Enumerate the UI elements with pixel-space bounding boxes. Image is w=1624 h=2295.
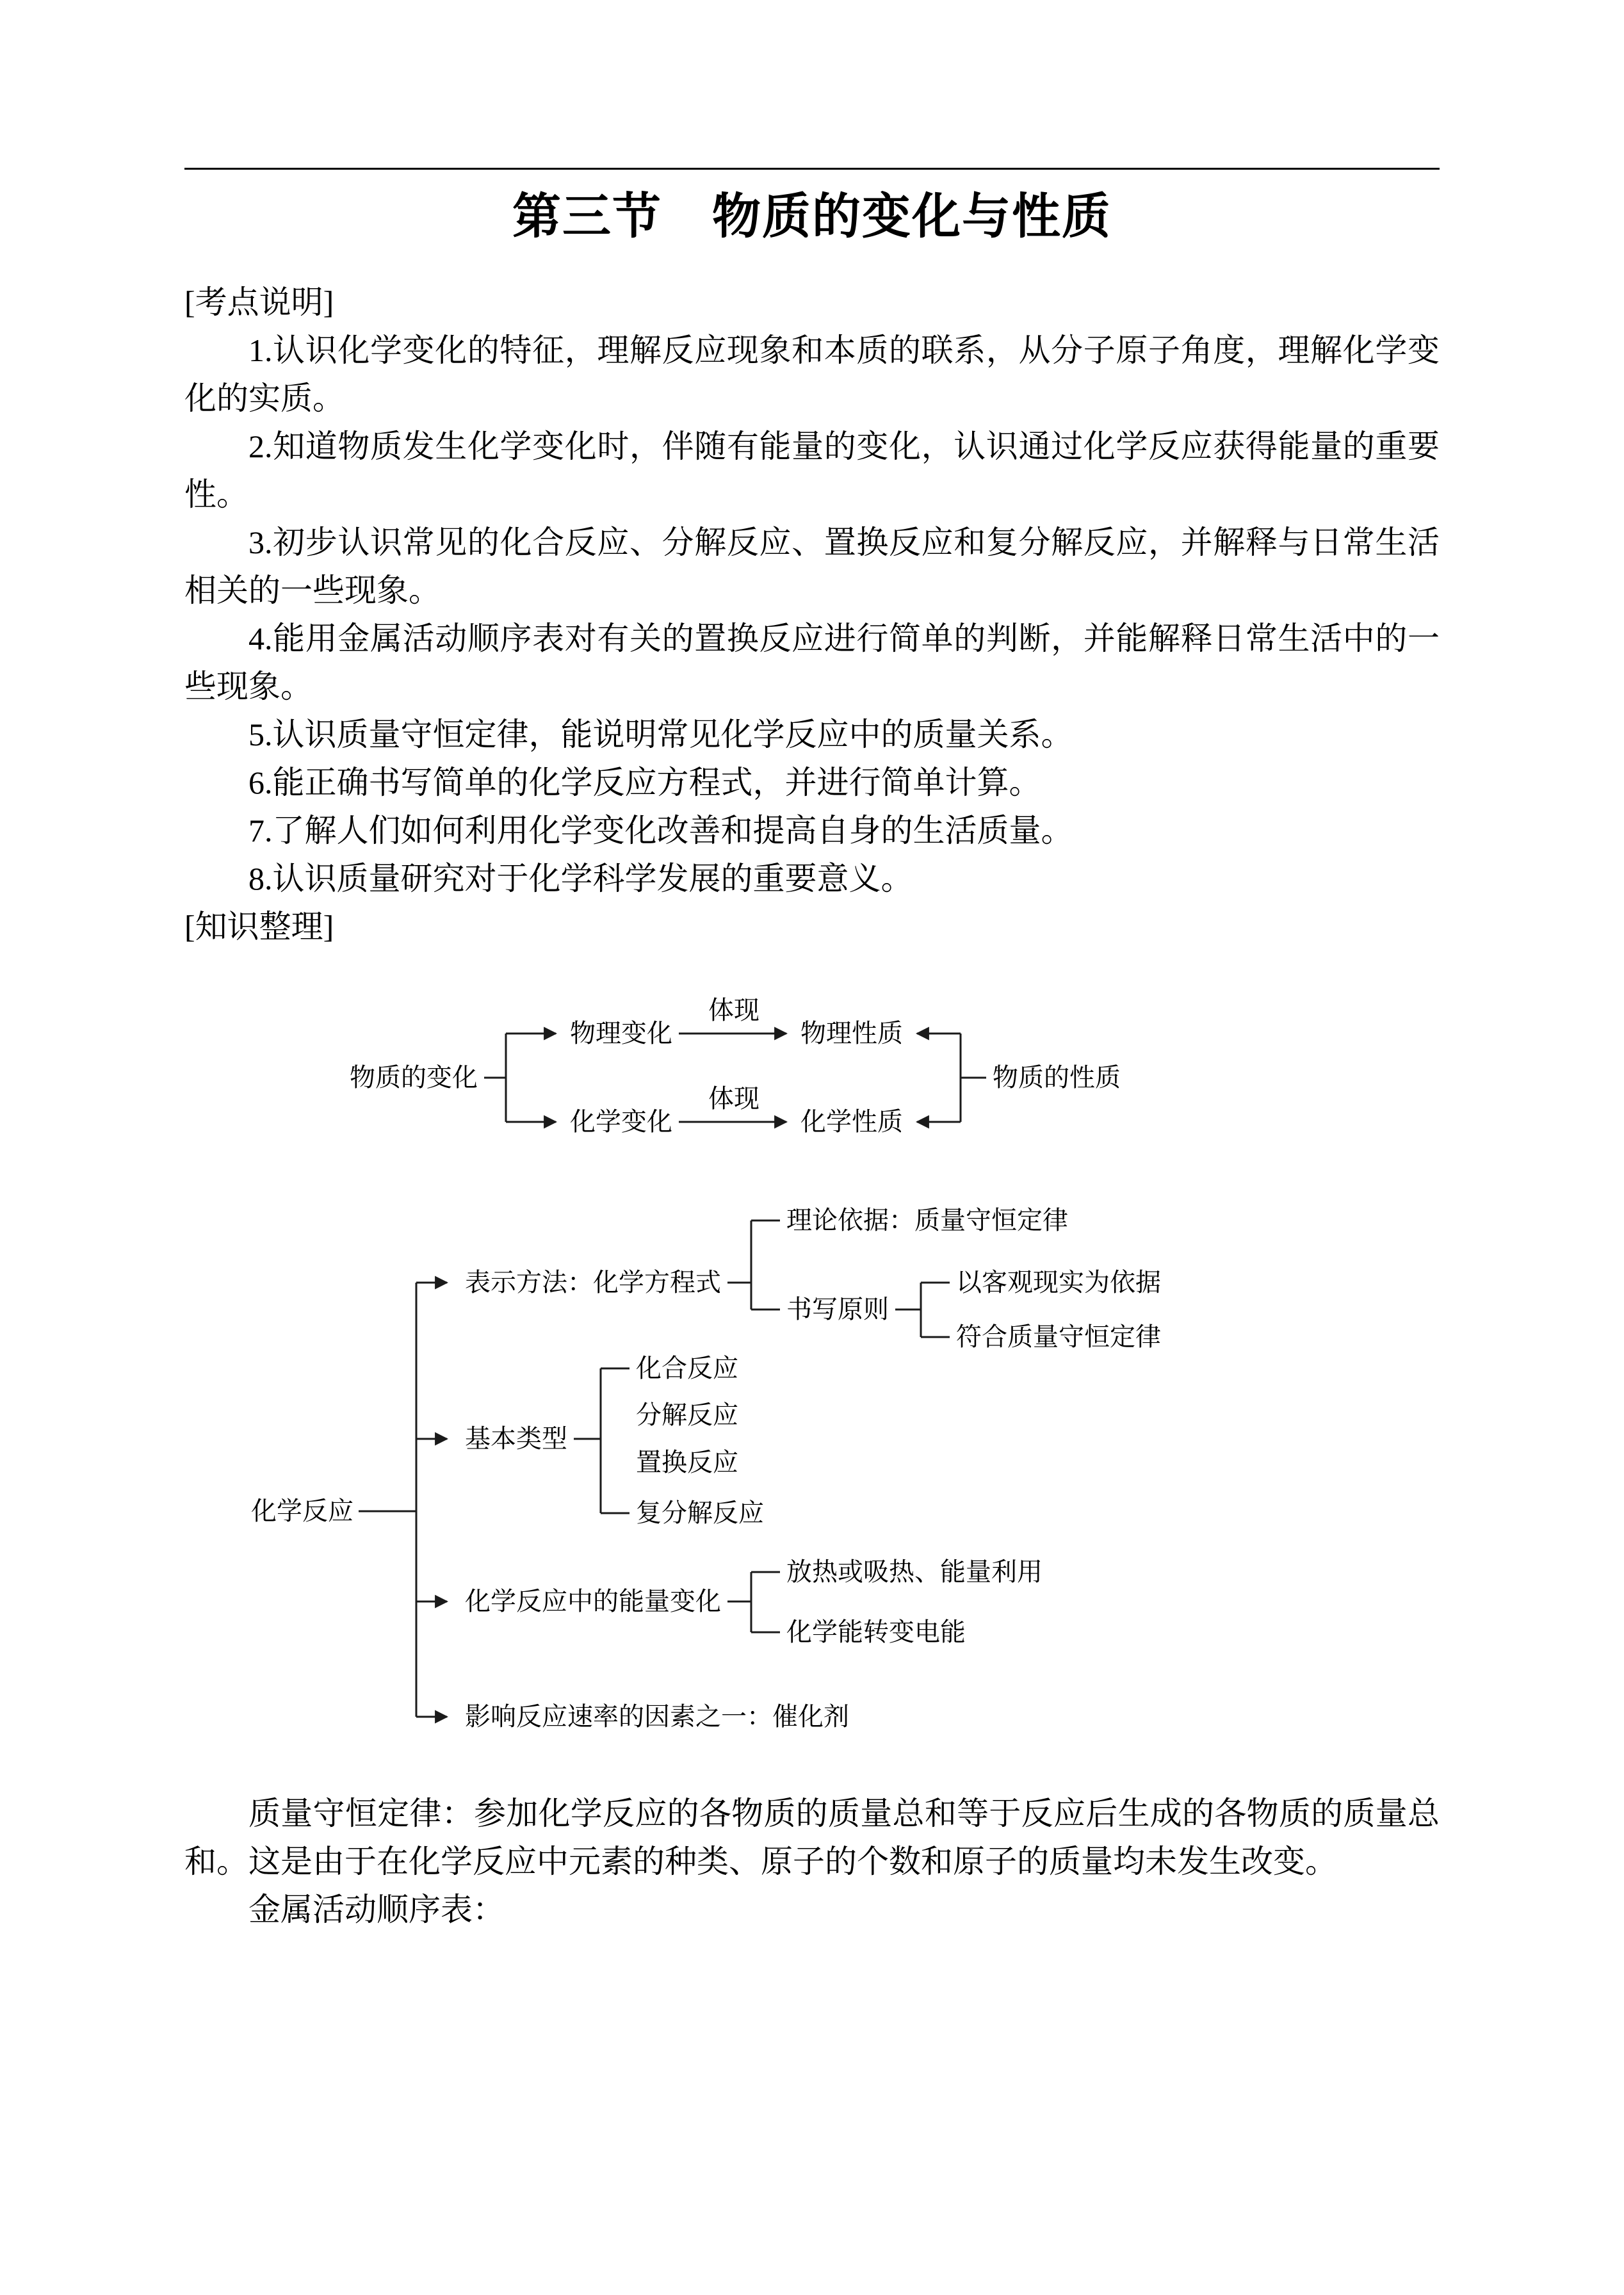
page-title: 第三节 物质的变化与性质 bbox=[512, 190, 1112, 244]
exam-point-item-6: 6.能正确书写简单的化学反应方程式，并进行简单计算。 bbox=[248, 765, 1041, 800]
node-combination-reaction: 化合反应 bbox=[636, 1354, 738, 1383]
exam-point-item-8: 8.认识质量研究对于化学科学发展的重要意义。 bbox=[248, 861, 913, 896]
chemical-reaction-diagram-lines bbox=[184, 1191, 1440, 1755]
exam-point-item-1: 1.认识化学变化的特征，理解反应现象和本质的联系，从分子原子角度，理解化学变化的实质。 bbox=[184, 332, 1440, 416]
node-writing-rule-2: 符合质量守恒定律 bbox=[956, 1323, 1161, 1351]
node-chemical-reaction: 化学反应 bbox=[251, 1497, 353, 1525]
node-matter-property: 物质的性质 bbox=[993, 1064, 1121, 1092]
arrow-label-embody-top: 体现 bbox=[708, 996, 759, 1025]
exam-points-header: [考点说明] bbox=[184, 284, 334, 320]
node-chemical-property: 化学性质 bbox=[800, 1108, 903, 1136]
node-representation: 表示方法：化学方程式 bbox=[465, 1269, 721, 1297]
header-rule bbox=[184, 168, 1440, 170]
arrow-label-embody-bottom: 体现 bbox=[708, 1085, 759, 1113]
node-basic-types: 基本类型 bbox=[465, 1425, 567, 1453]
mass-law-paragraph: 质量守恒定律：参加化学反应的各物质的质量总和等于反应后生成的各物质的质量总和。这是由于在化学反应中元素的种类、原子的个数和原子的质量均未发生改变。 bbox=[184, 1796, 1440, 1879]
exam-point-item-3: 3.初步认识常见的化合反应、分解反应、置换反应和复分解反应，并解释与日常生活相关的一些现象。 bbox=[184, 524, 1440, 608]
node-theory-basis: 理论依据：质量守恒定律 bbox=[786, 1206, 1068, 1235]
node-double-displacement-reaction: 复分解反应 bbox=[636, 1499, 764, 1527]
node-energy-change: 化学反应中的能量变化 bbox=[465, 1587, 721, 1616]
node-writing-rule-1: 以客观现实为依据 bbox=[956, 1269, 1161, 1297]
exam-point-item-2: 2.知道物质发生化学变化时，伴随有能量的变化，认识通过化学反应获得能量的重要性。 bbox=[184, 428, 1440, 512]
node-displacement-reaction: 置换反应 bbox=[636, 1448, 738, 1477]
node-energy-item-1: 放热或吸热、能量利用 bbox=[786, 1558, 1043, 1586]
matter-change-diagram bbox=[184, 986, 1440, 1178]
node-decomposition-reaction: 分解反应 bbox=[636, 1401, 738, 1429]
node-matter-change: 物质的变化 bbox=[350, 1064, 478, 1092]
node-physical-property: 物理性质 bbox=[800, 1019, 903, 1048]
metal-series-label: 金属活动顺序表： bbox=[248, 1892, 505, 1927]
node-rate-factor: 影响反应速率的因素之一：催化剂 bbox=[465, 1703, 849, 1731]
exam-point-item-4: 4.能用金属活动顺序表对有关的置换反应进行简单的判断，并能解释日常生活中的一些现象。 bbox=[184, 620, 1440, 704]
exam-point-item-7: 7.了解人们如何利用化学变化改善和提高自身的生活质量。 bbox=[248, 813, 1073, 848]
node-writing-rules: 书写原则 bbox=[786, 1295, 889, 1324]
knowledge-header: [知识整理] bbox=[184, 909, 334, 945]
exam-point-item-5: 5.认识质量守恒定律，能说明常见化学反应中的质量关系。 bbox=[248, 717, 1073, 752]
node-energy-item-2: 化学能转变电能 bbox=[786, 1618, 966, 1646]
document-content bbox=[184, 168, 1440, 1934]
chemical-reaction-diagram bbox=[184, 1191, 1440, 1755]
node-physical-change: 物理变化 bbox=[570, 1019, 672, 1048]
node-chemical-change: 化学变化 bbox=[570, 1108, 672, 1136]
